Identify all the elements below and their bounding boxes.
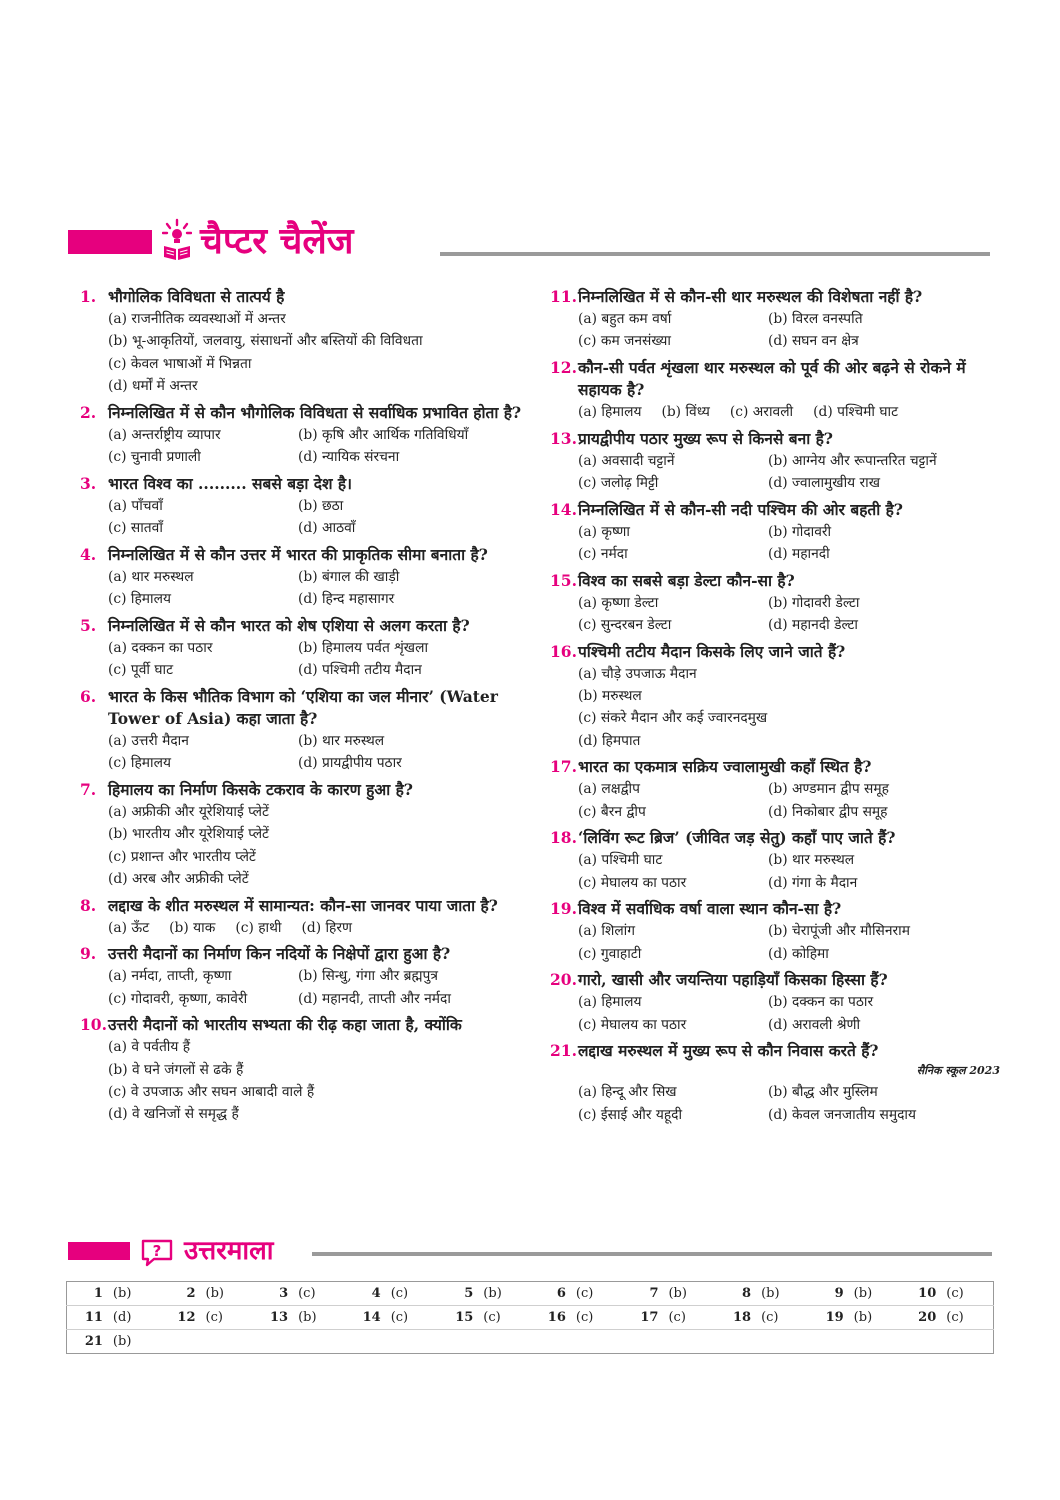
answer-key-table (66, 1281, 994, 1354)
question-text: निम्नलिखित में से कौन-सी नदी पश्चिम की ओर बहती है? (578, 499, 903, 519)
question-number: 2. (80, 402, 97, 422)
chapter-title: चैप्टर चैलेंज (200, 221, 354, 262)
answer-value: (b) (113, 1282, 160, 1306)
option: (b) गोदावरी डेल्टा (768, 594, 860, 611)
options (550, 991, 1000, 1036)
option: (b) चेरापूंजी और मौसिनराम (768, 923, 910, 940)
answer-title: उत्तरमाला (184, 1236, 274, 1266)
question-number: 12. (550, 358, 577, 377)
question-item (80, 544, 525, 611)
answer-row (67, 1330, 994, 1354)
question-chat-icon (140, 1238, 176, 1268)
option: (b) मरुस्थल (578, 688, 642, 704)
answer-value: (b) (298, 1306, 345, 1330)
option: (c) सुन्दरबन डेल्टा (578, 617, 672, 633)
question-line (550, 499, 1000, 521)
answer-value: (c) (946, 1306, 993, 1330)
option: (b) बौद्ध और मुस्लिम (768, 1084, 878, 1101)
questions-right-column (550, 286, 1000, 1130)
question-item (550, 570, 1000, 637)
answer-number (715, 1330, 761, 1354)
option: (b) कृषि और आर्थिक गतिविधियाँ (298, 426, 469, 443)
answer-value: (b) (854, 1306, 901, 1330)
option: (c) मेघालय का पठार (578, 1016, 687, 1033)
answer-value (946, 1330, 993, 1354)
option: (d) गंगा के मैदान (768, 874, 858, 891)
question-number: 16. (550, 641, 577, 661)
question-line (80, 544, 525, 566)
option: (b) सिन्धु, गंगा और ब्रह्मपुत्र (298, 968, 438, 985)
answer-number: 17 (623, 1306, 669, 1330)
answer-value: (b) (483, 1282, 530, 1306)
answer-value: (b) (112, 1334, 132, 1349)
question-source: सैनिक स्कूल 2023 (916, 1064, 1000, 1078)
question-line (550, 357, 1000, 401)
question-line (80, 286, 525, 308)
option: (a) वे पर्वतीय हैं (108, 1039, 191, 1056)
question-line (550, 428, 1000, 450)
answer-number (160, 1330, 206, 1354)
options (550, 663, 1000, 753)
answer-value: (c) (668, 1306, 715, 1330)
option: (b) दक्कन का पठार (768, 994, 874, 1011)
option: (d) अरब और अफ्रीकी प्लेटें (108, 871, 249, 888)
reading-lamp-icon (162, 218, 192, 262)
options (550, 849, 1000, 894)
question-text: प्रायद्वीपीय पठार मुख्य रूप से किनसे बना है? (578, 428, 833, 448)
question-number: 13. (550, 428, 577, 448)
option: (a) नर्मदा, ताप्ती, कृष्णा (108, 968, 232, 985)
question-text: ‘लिविंग रूट ब्रिज’ (जीवित जड़ सेतु) कहाँ पाए जाते हैं? (578, 828, 896, 848)
answer-value: (c) (391, 1306, 438, 1330)
question-text: विश्व में सर्वाधिक वर्षा वाला स्थान कौन-सा है? (578, 899, 842, 919)
question-text: कौन-सी पर्वत शृंखला थार मरुस्थल को पूर्व की ओर बढ़ने से रोकने में सहायक है? (578, 358, 966, 399)
question-text: निम्नलिखित में से कौन-सी थार मरुस्थल की विशेषता नहीं है? (578, 287, 923, 306)
question-line (80, 943, 525, 965)
question-item (550, 641, 1000, 753)
option: (c) गोदावरी, कृष्णा, कावेरी (108, 990, 248, 1007)
question-text: उत्तरी मैदानों को भारतीय सभ्यता की रीढ़ कहा जाता है, क्योंकि (108, 1015, 462, 1035)
question-item (550, 756, 1000, 823)
option: (b) याक (169, 919, 216, 936)
question-item (550, 1040, 1000, 1126)
answer-number: 1 (67, 1282, 113, 1306)
question-item (80, 686, 525, 775)
options (550, 920, 1000, 965)
answer-value: (b) (854, 1282, 901, 1306)
answer-number: 8 (715, 1282, 761, 1306)
answer-number: 4 (345, 1282, 391, 1306)
question-text: भारत विश्व का ......... सबसे बड़ा देश है। (108, 473, 353, 493)
option: (d) हिरण (301, 919, 353, 936)
question-number: 17. (550, 757, 577, 777)
options (550, 521, 1000, 566)
options (80, 566, 525, 611)
option: (b) गोदावरी (768, 523, 832, 540)
option: (a) अवसादी चट्टानें (578, 452, 675, 469)
option: (c) हिमालय (108, 591, 171, 608)
option: (d) केवल जनजातीय समुदाय (768, 1106, 916, 1123)
answer-number: 13 (252, 1306, 298, 1330)
options (80, 965, 525, 1010)
answer-value: (c) (483, 1306, 530, 1330)
question-number: 20. (550, 970, 577, 990)
answer-number: 6 (530, 1282, 576, 1306)
question-line (80, 1014, 525, 1036)
answer-number (345, 1330, 391, 1354)
question-line (80, 473, 525, 495)
question-number: 6. (80, 686, 97, 706)
option: (b) हिमालय पर्वत शृंखला (298, 639, 429, 656)
options (550, 1081, 1000, 1126)
question-number: 21. (550, 1041, 577, 1061)
option: (b) छठा (298, 497, 344, 514)
answer-value: (c) (761, 1306, 808, 1330)
question-number: 1. (80, 287, 97, 306)
option: (d) महानदी (768, 546, 830, 562)
question-item (550, 969, 1000, 1036)
question-number: 14. (550, 499, 577, 519)
option: (d) हिन्द महासागर (298, 591, 395, 608)
answer-number: 10 (900, 1282, 946, 1306)
option: (a) पश्चिमी घाट (578, 852, 663, 869)
answer-number (623, 1330, 669, 1354)
answer-value: (c) (576, 1282, 623, 1306)
option: (b) बंगाल की खाड़ी (298, 568, 400, 585)
option: (c) अरावली (729, 404, 794, 420)
options (80, 1036, 525, 1126)
answer-value: (d) (113, 1306, 160, 1330)
answer-number (437, 1330, 483, 1354)
question-number: 7. (80, 779, 97, 799)
option: (b) थार मरुस्थल (298, 732, 385, 749)
option: (d) पश्चिमी तटीय मैदान (298, 662, 422, 679)
answer-value: (b) (206, 1282, 253, 1306)
option: (b) वे घने जंगलों से ढके हैं (108, 1061, 244, 1078)
answer-value (854, 1330, 901, 1354)
question-item (80, 779, 525, 891)
answer-number: 2 (160, 1282, 206, 1306)
question-text: हिमालय का निर्माण किसके टकराव के कारण हुआ है? (108, 779, 413, 799)
question-number: 10. (80, 1015, 107, 1035)
options (80, 308, 525, 398)
question-item (80, 286, 525, 398)
question-text: भौगोलिक विविधता से तात्पर्य है (108, 287, 285, 306)
answer-number (530, 1330, 576, 1354)
question-text: भारत का एकमात्र सक्रिय ज्वालामुखी कहाँ स्थित है? (578, 757, 872, 777)
answer-number: 3 (252, 1282, 298, 1306)
question-item (550, 499, 1000, 566)
options (80, 730, 525, 775)
question-line (80, 615, 525, 637)
option: (b) अण्डमान द्वीप समूह (768, 781, 889, 798)
answer-number: 18 (715, 1306, 761, 1330)
option: (d) अरावली श्रेणी (768, 1016, 861, 1033)
question-number: 11. (550, 287, 577, 306)
option: (a) हिमालय (578, 404, 642, 420)
option: (a) उत्तरी मैदान (108, 732, 189, 749)
option: (c) चुनावी प्रणाली (108, 449, 201, 466)
question-line (550, 286, 1000, 308)
answer-number: 19 (808, 1306, 854, 1330)
answer-value: (c) (576, 1306, 623, 1330)
option: (c) हिमालय (108, 755, 171, 772)
question-number: 5. (80, 615, 97, 635)
option: (a) पाँचवाँ (108, 497, 163, 514)
question-text: गारो, खासी और जयन्तिया पहाड़ियाँ किसका हिस्सा हैं? (578, 970, 888, 990)
options (80, 801, 525, 891)
option: (c) प्रशान्त और भारतीय प्लेटें (108, 848, 256, 865)
option: (a) कृष्णा (578, 523, 630, 540)
option: (b) भू-आकृतियों, जलवायु, संसाधनों और बस्तियों की विविधता (108, 333, 423, 350)
option: (c) ईसाई और यहूदी (578, 1106, 683, 1123)
option: (c) जलोढ़ मिट्टी (578, 475, 659, 491)
option: (b) विंध्य (661, 404, 710, 420)
option: (a) अफ्रीकी और यूरेशियाई प्लेटें (108, 803, 269, 820)
option: (d) महानदी, ताप्ती और नर्मदा (298, 990, 451, 1007)
question-text: निम्नलिखित में से कौन उत्तर में भारत की प्राकृतिक सीमा बनाता है? (108, 544, 488, 564)
option: (a) हिन्दू और सिख (578, 1084, 677, 1101)
answer-value: (c) (391, 1282, 438, 1306)
question-line (80, 895, 525, 917)
question-number: 8. (80, 895, 97, 915)
option: (d) हिमपात (578, 732, 641, 749)
option: (a) शिलांग (578, 923, 636, 940)
options (550, 308, 1000, 353)
option: (a) हिमालय (578, 994, 642, 1011)
answer-value (298, 1330, 345, 1354)
answer-row (67, 1282, 994, 1306)
option: (b) भारतीय और यूरेशियाई प्लेटें (108, 826, 270, 843)
questions-left-column (80, 286, 525, 1130)
option: (c) संकरे मैदान और कई ज्वारनदमुख (578, 710, 768, 727)
answer-value (576, 1330, 623, 1354)
option: (a) ऊँट (108, 919, 150, 936)
option: (a) दक्कन का पठार (108, 639, 213, 656)
header-accent-bar (68, 230, 152, 254)
option: (d) धर्मों में अन्तर (108, 378, 198, 395)
answer-value (761, 1330, 808, 1354)
option: (d) पश्चिमी घाट (813, 404, 899, 420)
question-line (550, 1040, 1000, 1062)
option: (d) निकोबार द्वीप समूह (768, 803, 888, 820)
question-text: विश्व का सबसे बड़ा डेल्टा कौन-सा है? (578, 570, 795, 590)
options (80, 424, 525, 469)
answer-value: (c) (946, 1282, 993, 1306)
question-line (550, 641, 1000, 663)
option: (c) बैरन द्वीप (578, 803, 646, 820)
question-item (80, 615, 525, 682)
question-number: 4. (80, 544, 97, 564)
question-text: लद्दाख के शीत मरुस्थल में सामान्यत: कौन-सा जानवर पाया जाता है? (108, 895, 498, 915)
question-line (550, 969, 1000, 991)
options (550, 778, 1000, 823)
options (80, 637, 525, 682)
option: (c) वे उपजाऊ और सघन आबादी वाले हैं (108, 1084, 315, 1101)
options (80, 917, 525, 939)
answer-value (206, 1330, 253, 1354)
svg-text:?: ? (152, 1242, 162, 1260)
answer-value (668, 1330, 715, 1354)
option: (c) गुवाहाटी (578, 945, 642, 962)
answer-number: 15 (437, 1306, 483, 1330)
question-number: 3. (80, 473, 97, 493)
options (550, 401, 1000, 423)
question-number: 18. (550, 828, 577, 848)
question-item (80, 943, 525, 1010)
option: (c) केवल भाषाओं में भिन्नता (108, 355, 252, 372)
answer-row (67, 1306, 994, 1330)
answer-number: 14 (345, 1306, 391, 1330)
answer-number: 20 (900, 1306, 946, 1330)
option: (d) आठवाँ (298, 520, 356, 537)
answer-number: 5 (437, 1282, 483, 1306)
question-item (550, 286, 1000, 353)
answer-number: 7 (623, 1282, 669, 1306)
answer-number: 21 (84, 1334, 103, 1349)
option: (a) राजनीतिक व्यवस्थाओं में अन्तर (108, 311, 286, 327)
header-rule (440, 252, 990, 256)
answer-header-rule (312, 1252, 992, 1256)
answer-number: 12 (160, 1306, 206, 1330)
question-text: निम्नलिखित में से कौन भारत को शेष एशिया से अलग करता है? (108, 615, 470, 635)
question-item (80, 473, 525, 540)
answer-value: (c) (298, 1282, 345, 1306)
answer-value: (b) (668, 1282, 715, 1306)
option: (d) ज्वालामुखीय राख (768, 475, 881, 491)
option: (c) नर्मदा (578, 546, 628, 562)
option: (b) थार मरुस्थल (768, 852, 855, 869)
answer-number (808, 1330, 854, 1354)
option: (d) सघन वन क्षेत्र (768, 333, 859, 350)
chapter-header (0, 218, 1060, 268)
option: (a) अन्तर्राष्ट्रीय व्यापार (108, 426, 221, 443)
option: (d) महानदी डेल्टा (768, 617, 858, 633)
question-line (550, 898, 1000, 920)
question-line (550, 827, 1000, 849)
options (550, 450, 1000, 495)
answer-number (252, 1330, 298, 1354)
answer-header (0, 1234, 1060, 1270)
option: (a) चौड़े उपजाऊ मैदान (578, 665, 697, 682)
answer-number: 9 (808, 1282, 854, 1306)
question-text: भारत के किस भौतिक विभाग को ‘एशिया का जल मीनार’ (Water Tower of Asia) कहा जाता है? (108, 686, 498, 728)
question-text: पश्चिमी तटीय मैदान किसके लिए जाने जाते हैं? (578, 641, 846, 661)
answer-number (900, 1330, 946, 1354)
question-text: लद्दाख मरुस्थल में मुख्य रूप से कौन निवास करते हैं? (578, 1041, 879, 1061)
question-number: 9. (80, 944, 97, 964)
question-item (550, 827, 1000, 894)
question-text: निम्नलिखित में से कौन भौगोलिक विविधता से सर्वाधिक प्रभावित होता है? (108, 402, 522, 422)
question-item (550, 428, 1000, 495)
option: (d) न्यायिक संरचना (298, 449, 400, 466)
question-number: 19. (550, 899, 577, 919)
option: (c) पूर्वी घाट (108, 662, 174, 679)
option: (a) बहुत कम वर्षा (578, 311, 672, 327)
answer-accent-bar (68, 1242, 130, 1260)
answer-value (483, 1330, 530, 1354)
option: (a) लक्षद्वीप (578, 781, 640, 798)
question-number: 15. (550, 570, 577, 590)
answer-number: 16 (530, 1306, 576, 1330)
option: (b) विरल वनस्पति (768, 311, 863, 327)
option: (a) कृष्णा डेल्टा (578, 594, 659, 611)
question-item (550, 898, 1000, 965)
question-line (550, 756, 1000, 778)
option: (a) थार मरुस्थल (108, 568, 194, 585)
question-line (80, 779, 525, 801)
option: (b) आग्नेय और रूपान्तरित चट्टानें (768, 452, 937, 469)
question-item (550, 357, 1000, 423)
question-line (550, 570, 1000, 592)
options (80, 495, 525, 540)
question-line (80, 686, 525, 730)
question-line (80, 402, 525, 424)
question-item (80, 895, 525, 939)
option: (c) मेघालय का पठार (578, 874, 687, 891)
option: (c) कम जनसंख्या (578, 333, 671, 350)
option: (c) सातवाँ (108, 520, 163, 537)
option: (d) कोहिमा (768, 945, 829, 962)
option: (d) वे खनिजों से समृद्ध हैं (108, 1106, 239, 1123)
question-text: उत्तरी मैदानों का निर्माण किन नदियों के निक्षेपों द्वारा हुआ है? (108, 944, 451, 964)
options (550, 592, 1000, 637)
answer-value: (b) (761, 1282, 808, 1306)
question-item (80, 402, 525, 469)
option: (c) हाथी (235, 919, 282, 936)
answer-value (391, 1330, 438, 1354)
answer-number: 11 (67, 1306, 113, 1330)
question-item (80, 1014, 525, 1126)
answer-value: (c) (206, 1306, 253, 1330)
option: (d) प्रायद्वीपीय पठार (298, 755, 402, 772)
